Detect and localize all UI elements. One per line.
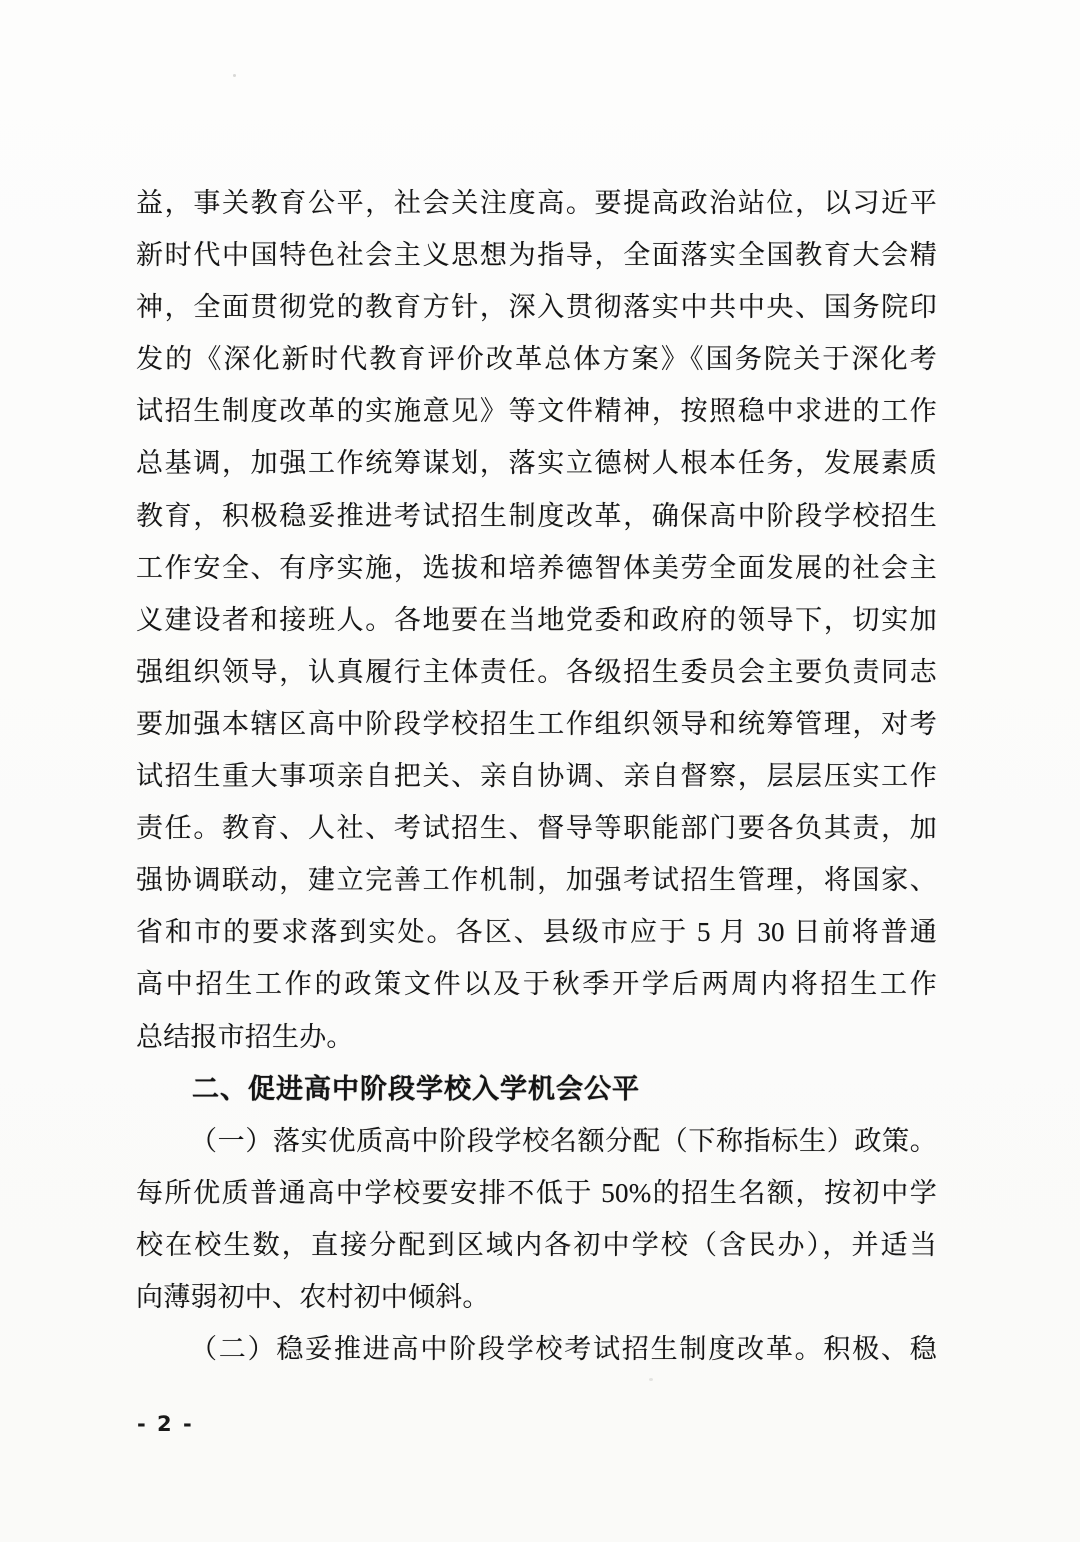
body-line: 义建设者和接班人。各地要在当地党委和政府的领导下，切实加: [136, 604, 937, 635]
body-line: 发的《深化新时代教育评价改革总体方案》《国务院关于深化考: [136, 344, 937, 375]
page-number: - 2 -: [137, 1412, 194, 1436]
body-line: 神，全面贯彻党的教育方针，深入贯彻落实中共中央、国务院印: [136, 292, 937, 323]
document-body: [136, 177, 937, 1375]
body-line: 总基调，加强工作统筹谋划，落实立德树人根本任务，发展素质: [136, 448, 937, 479]
paragraph-first-line: （二）稳妥推进高中阶段学校考试招生制度改革。积极、稳: [190, 1334, 937, 1365]
body-line: 新时代中国特色社会主义思想为指导，全面落实全国教育大会精: [136, 240, 937, 271]
scan-speck: [649, 1378, 653, 1381]
body-line: 益，事关教育公平，社会关注度高。要提高政治站位，以习近平: [136, 188, 937, 218]
paragraph-end-line: 向薄弱初中、农村初中倾斜。: [136, 1281, 490, 1312]
body-line: 工作安全、有序实施，选拔和培养德智体美劳全面发展的社会主: [136, 552, 937, 583]
body-line: 省和市的要求落到实处。各区、县级市应于 5 月 30 日前将普通: [136, 917, 937, 948]
body-line: 试招生制度改革的实施意见》等文件精神，按照稳中求进的工作: [136, 396, 937, 427]
body-line: 教育，积极稳妥推进考试招生制度改革，确保高中阶段学校招生: [136, 500, 937, 531]
body-line: 高中招生工作的政策文件以及于秋季开学后两周内将招生工作: [136, 969, 937, 1000]
body-line: 强组织领导，认真履行主体责任。各级招生委员会主要负责同志: [136, 656, 937, 687]
body-line: 责任。教育、人社、考试招生、督导等职能部门要各负其责，加: [136, 813, 937, 844]
body-line: 每所优质普通高中学校要安排不低于 50%的招生名额，按初中学: [136, 1177, 937, 1208]
body-line: 强协调联动，建立完善工作机制，加强考试招生管理，将国家、: [136, 865, 937, 896]
section-heading: 二、促进高中阶段学校入学机会公平: [192, 1073, 640, 1104]
body-line: 试招生重大事项亲自把关、亲自协调、亲自督察，层层压实工作: [136, 761, 937, 792]
paragraph-first-line: （一）落实优质高中阶段学校名额分配（下称指标生）政策。: [190, 1125, 937, 1156]
scan-speck: [233, 74, 236, 77]
body-line: 校在校生数，直接分配到区域内各初中学校（含民办），并适当: [136, 1229, 937, 1260]
paragraph-end-line: 总结报市招生办。: [136, 1021, 354, 1052]
body-line: 要加强本辖区高中阶段学校招生工作组织领导和统筹管理，对考: [136, 708, 937, 739]
